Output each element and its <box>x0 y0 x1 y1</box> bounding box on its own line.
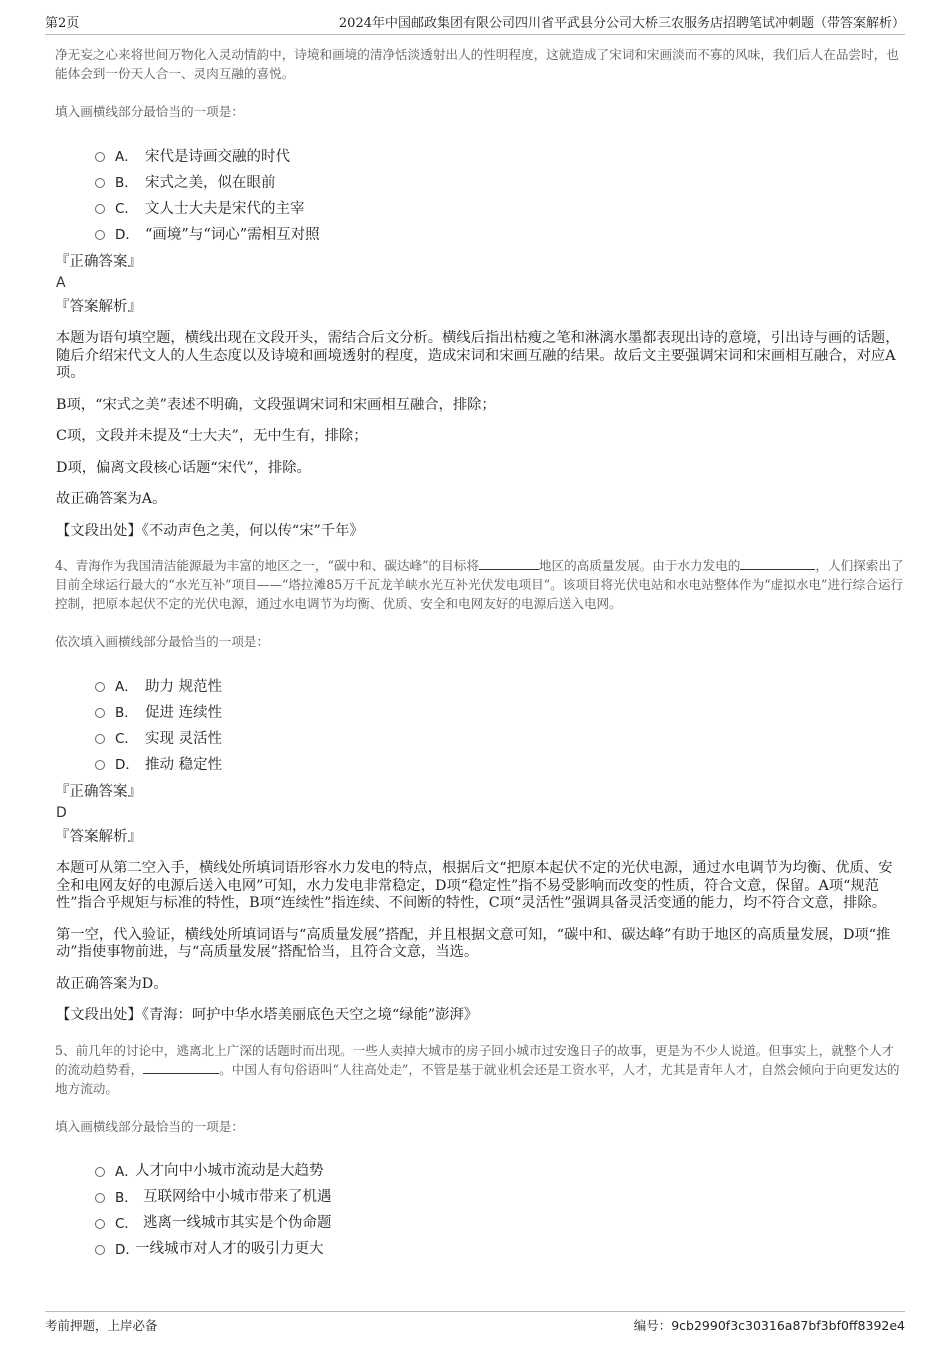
q5-option-a[interactable]: A． 人才向中小城市流动是大趋势 <box>95 1157 905 1183</box>
q4-conclusion: 故正确答案为D。 <box>56 975 168 992</box>
q3-option-b[interactable]: B． 宋式之美，似在眼前 <box>95 168 905 194</box>
document-title: 2024年中国邮政集团有限公司四川省平武县分公司大桥三农服务店招聘笔试冲刺题（带答案解析） <box>338 16 905 31</box>
q5-options <box>95 1157 905 1261</box>
q5-option-c[interactable]: C． 逃离一线城市其实是个伪命题 <box>95 1209 905 1235</box>
footer-slogan: 考前押题，上岸必备 <box>45 1318 158 1333</box>
q3-answer-label: 『正确答案』 <box>55 254 142 270</box>
page-content <box>55 45 905 1267</box>
document-id: 编号：9cb2990f3c30316a87bf3bf0ff8392e4 <box>633 1318 905 1333</box>
radio-icon[interactable] <box>95 204 105 214</box>
q4-analysis-label: 『答案解析』 <box>55 829 142 845</box>
radio-icon[interactable] <box>95 682 105 692</box>
q3-source: 【文段出处】《不动声色之美，何以传“宋”千年》 <box>56 522 364 539</box>
q3-analysis-label: 『答案解析』 <box>55 299 142 315</box>
radio-icon[interactable] <box>95 230 105 240</box>
page-header <box>45 12 905 35</box>
q3-prompt: 填入画横线部分最恰当的一项是： <box>55 104 244 119</box>
page-number: 第2页 <box>45 16 80 31</box>
radio-icon[interactable] <box>95 1245 105 1255</box>
q4-prompt: 依次填入画横线部分最恰当的一项是： <box>55 634 270 649</box>
fill-blank <box>479 557 539 570</box>
q4-answer-label: 『正确答案』 <box>55 784 142 800</box>
radio-icon[interactable] <box>95 760 105 770</box>
q4-options <box>95 672 905 776</box>
q5-passage: 5、前几年的讨论中，逃离北上广深的话题时而出现。一些人卖掉大城市的房子回小城市过安逸日子的故事，更是为不少人说道。但事实上，就整个人才的流动趋势看， 。中国人有句俗语叫“人往高处走”，不管是基于就业机会还是工资水平，人才，尤其是青年人才，自然会倾向于向更发达的地方流动。 <box>55 1042 900 1096</box>
q3-passage: 净无妄之心来将世间万物化入灵动情韵中，诗境和画境的清净恬淡透射出人的性明程度，这就造成了宋词和宋画淡而不寡的风味，我们后人在品尝时，也能体会到一份天人合一、灵肉互融的喜悦。 <box>55 47 899 81</box>
q5-option-b[interactable]: B． 互联网给中小城市带来了机遇 <box>95 1183 905 1209</box>
radio-icon[interactable] <box>95 734 105 744</box>
q4-passage: 4、青海作为我国清洁能源最为丰富的地区之一，“碳中和、碳达峰”的目标将 地区的高质量发展。由于水力发电的 ，人们探索出了目前全球运行最大的“水光互补”项目——“塔拉滩85万千瓦龙羊峡水光互补光伏发电项目”。该项目将光伏电站和水电站整体作为“虚拟水电”进行综合运行控制，把原本起伏不定的光伏电源，通过水电调节为均衡、优质、安全和电网友好的电源后送入电网。 <box>55 558 904 611</box>
radio-icon[interactable] <box>95 1167 105 1177</box>
q4-option-a[interactable]: A． 助力 规范性 <box>95 672 905 698</box>
radio-icon[interactable] <box>95 178 105 188</box>
q3-analysis-paragraph: C项，文段并未提及“士大夫”，无中生有，排除； <box>56 428 368 444</box>
q3-options <box>95 142 905 246</box>
q3-analysis-paragraph: 本题为语句填空题，横线出现在文段开头，需结合后文分析。横线后指出枯瘦之笔和淋漓水墨都表现出诗的意境，引出诗与画的话题，随后介绍宋代文人的人生态度以及诗境和画境透射的程度，造成宋词和宋画互融的结果。故后文主要强调宋词和宋画相互融合，对应A项。 <box>56 330 900 381</box>
radio-icon[interactable] <box>95 1219 105 1229</box>
q4-option-b[interactable]: B． 促进 连续性 <box>95 698 905 724</box>
q5-prompt: 填入画横线部分最恰当的一项是： <box>55 1118 244 1134</box>
radio-icon[interactable] <box>95 708 105 718</box>
q3-answer: A <box>56 275 66 291</box>
q3-option-a[interactable]: A． 宋代是诗画交融的时代 <box>95 142 905 168</box>
q5-option-d[interactable]: D． 一线城市对人才的吸引力更大 <box>95 1235 905 1261</box>
q4-option-c[interactable]: C． 实现 灵活性 <box>95 724 905 750</box>
q4-option-d[interactable]: D． 推动 稳定性 <box>95 750 905 776</box>
page-footer <box>45 1311 905 1334</box>
radio-icon[interactable] <box>95 152 105 162</box>
q3-option-c[interactable]: C． 文人士大夫是宋代的主宰 <box>95 194 905 220</box>
q4-analysis-paragraph: 本题可从第二空入手，横线处所填词语形容水力发电的特点，根据后文“把原本起伏不定的光伏电源，通过水电调节为均衡、优质、安全和电网友好的电源后送入电网”可知，水力发电非常稳定，D项“稳定性”指不易受影响而改变的性质，符合文意，保留。A项“规范性”指合乎规矩与标准的特性，B项“连续性”指连续、不间断的特性，C项“灵活性”强调具备灵活变通的能力，均不符合文意，排除。 <box>56 860 893 911</box>
q3-conclusion: 故正确答案为A。 <box>56 491 167 507</box>
radio-icon[interactable] <box>95 1193 105 1203</box>
q3-option-d[interactable]: D． “画境”与“词心”需相互对照 <box>95 220 905 246</box>
fill-blank <box>740 557 815 570</box>
q4-analysis-paragraph: 第一空，代入验证，横线处所填词语与“高质量发展”搭配，并且根据文意可知，“碳中和、碳达峰”有助于地区的高质量发展，D项“推动”指使事物前进，与“高质量发展”搭配恰当，且符合文意，当选。 <box>56 926 891 960</box>
q4-source: 【文段出处】《青海：呵护中华水塔美丽底色天空之境“绿能”澎湃》 <box>56 1007 479 1023</box>
q3-analysis-paragraph: B项，“宋式之美”表述不明确，文段强调宋词和宋画相互融合，排除； <box>56 396 496 413</box>
q4-answer: D <box>56 805 67 821</box>
q3-analysis-paragraph: D项，偏离文段核心话题“宋代”，排除。 <box>56 459 311 476</box>
fill-blank <box>143 1061 219 1074</box>
